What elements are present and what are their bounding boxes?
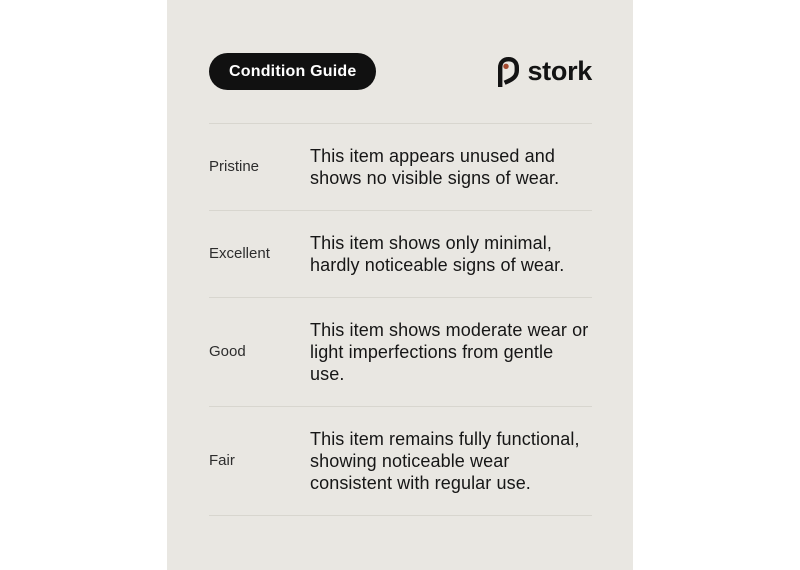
condition-description: This item appears unused and shows no visible signs of wear. — [310, 146, 560, 188]
condition-label: Fair — [209, 452, 235, 469]
table-row — [209, 406, 592, 515]
table-row — [209, 297, 592, 406]
condition-description: This item remains fully functional, showing noticeable wear consistent with regular use. — [310, 429, 580, 493]
condition-guide-card — [167, 0, 633, 570]
table-row — [209, 123, 592, 210]
condition-guide-badge-label: Condition Guide — [229, 62, 357, 80]
stork-pin-icon — [496, 57, 521, 87]
condition-guide-badge — [209, 53, 376, 90]
card-header — [209, 53, 592, 90]
brand-wordmark: stork — [527, 56, 592, 86]
condition-label: Pristine — [209, 158, 260, 175]
stork-logo — [496, 57, 592, 87]
condition-label: Excellent — [209, 245, 270, 262]
condition-description: This item shows moderate wear or light imperfections from gentle use. — [310, 320, 589, 384]
condition-description: This item shows only minimal, hardly noticeable signs of wear. — [310, 233, 565, 275]
condition-label: Good — [209, 343, 246, 360]
condition-table — [209, 123, 592, 516]
table-row — [209, 210, 592, 297]
